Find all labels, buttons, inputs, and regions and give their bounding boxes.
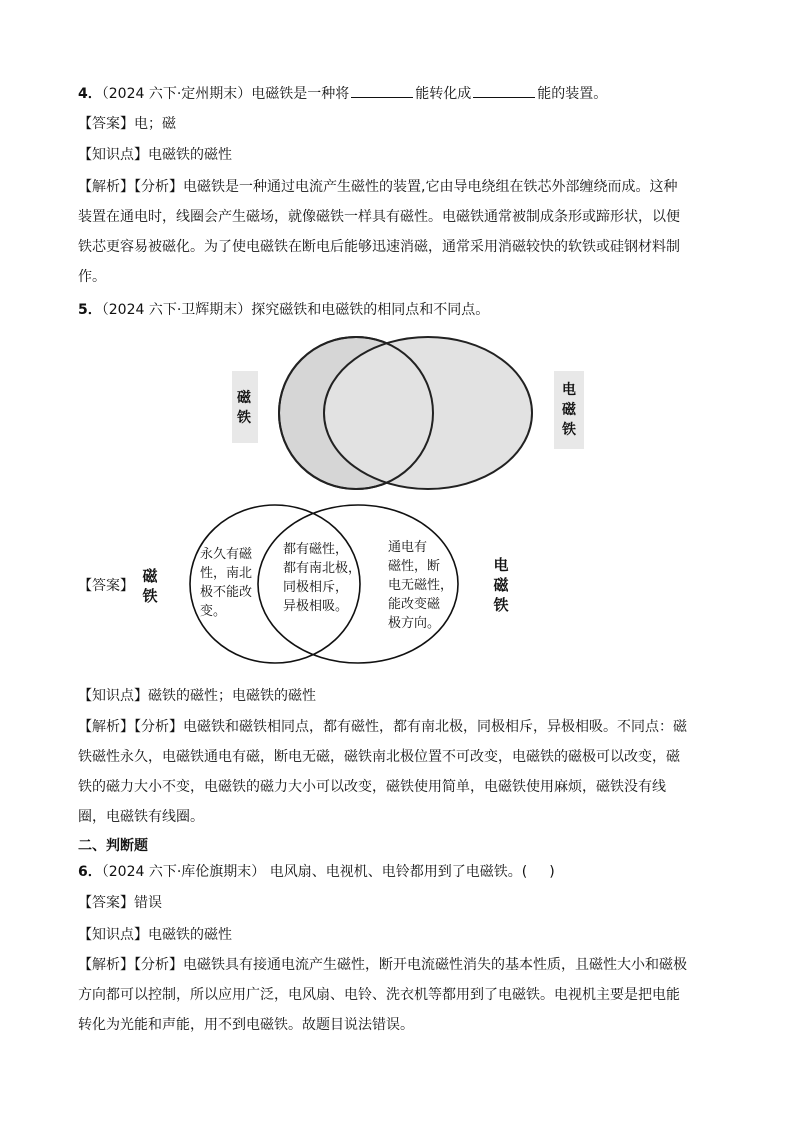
- q6-knowledge-point: 【知识点】电磁铁的磁性: [78, 927, 232, 943]
- q4-stem: 4．（2024 六下·定州期末）电磁铁是一种将 能转化成 能的装置。: [78, 83, 607, 104]
- q4-answer: 【答案】电；磁: [78, 116, 176, 132]
- right-circle: [324, 337, 532, 489]
- q6-analysis: 【解析】【分析】电磁铁具有接通电流产生磁性，断开电流磁性消失的基本性质，且磁性大小和磁极 方向都可以控制，所以应用广泛，电风扇、电铃、洗衣机等都用到了电磁铁。电视机主要是把电能 转化为光能和声能，用不到电磁铁。故题目说法错误。: [78, 957, 687, 1033]
- q5-stem: 5．（2024 六下·卫辉期末）探究磁铁和电磁铁的相同点和不同点。: [78, 302, 490, 318]
- answer-blank[interactable]: [473, 83, 535, 98]
- blank-right-label: 电 磁 铁: [562, 382, 576, 438]
- venn-right-text: 通电有 磁性，断 电无磁性， 能改变磁 极方向。: [388, 540, 454, 631]
- q4-knowledge-point: 【知识点】电磁铁的磁性: [78, 147, 232, 163]
- answer-blank[interactable]: [351, 83, 413, 98]
- answer-right-label: 电 磁 铁: [493, 556, 509, 614]
- section-title: 二、判断题: [78, 838, 148, 854]
- q6-stem: 6．（2024 六下·库伦旗期末） 电风扇、电视机、电铃都用到了电磁铁。( ): [78, 864, 555, 880]
- q5-answer-tag: 【答案】: [78, 578, 134, 594]
- q4-analysis: 【解析】【分析】电磁铁是一种通过电流产生磁性的装置,它由导电绕组在铁芯外部缠绕而成。这种 装置在通电时，线圈会产生磁场，就像磁铁一样具有磁性。电磁铁通常被制成条形或蹄形状，以便 铁芯更容易被磁化。为了使电磁铁在断电后能够迅速消磁，通常采用消磁较快的软铁或硅钢材料制 作。: [78, 179, 680, 285]
- venn-diagram-blank: [228, 335, 588, 500]
- answer-left-label: 磁 铁: [142, 567, 158, 605]
- q5-knowledge-point: 【知识点】磁铁的磁性；电磁铁的磁性: [78, 688, 316, 704]
- q5-analysis: 【解析】【分析】电磁铁和磁铁相同点，都有磁性，都有南北极，同极相斥，异极相吸。不同点：磁 铁磁性永久，电磁铁通电有磁，断电无磁，磁铁南北极位置不可改变，电磁铁的磁极可以改变，磁 铁的磁力大小不变，电磁铁的磁力大小可以改变，磁铁使用简单，电磁铁使用麻烦，磁铁没有线 圈，电磁铁有线圈。: [78, 719, 687, 825]
- blank-left-label: 磁 铁: [237, 390, 251, 426]
- q6-answer: 【答案】错误: [78, 895, 162, 911]
- venn-middle-text: 都有磁性， 都有南北极， 同极相斥， 异极相吸。: [283, 542, 362, 614]
- venn-left-text: 永久有磁 性，南北 极不能改 变。: [200, 547, 253, 619]
